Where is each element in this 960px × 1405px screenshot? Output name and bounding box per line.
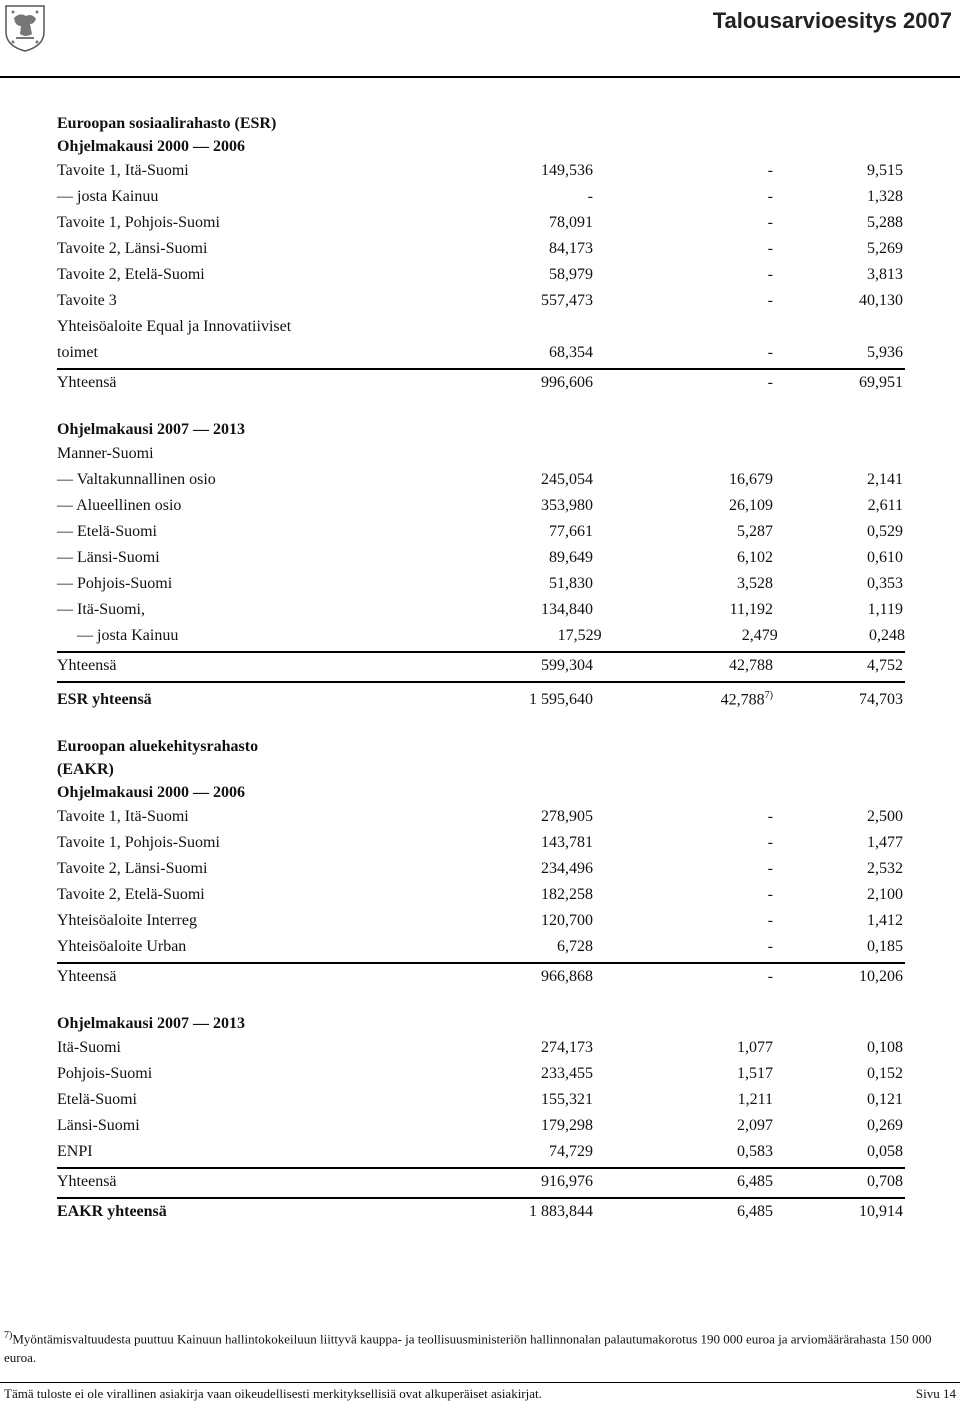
cell-value: 5,288 [867, 214, 903, 231]
section-gap [57, 396, 905, 418]
table-row [57, 1087, 905, 1113]
cell-value: 69,951 [859, 374, 903, 391]
cell-value: - [767, 938, 773, 956]
table-row [57, 623, 905, 649]
cell-value: 0,152 [867, 1065, 903, 1083]
cell-value: 0,610 [867, 549, 903, 566]
section-heading [57, 781, 905, 804]
cell-value: 134,840 [541, 601, 593, 618]
section-heading [57, 418, 905, 441]
value-col-2 [593, 804, 773, 830]
cell-value: 1 883,844 [529, 1203, 593, 1221]
cell-value: 2,611 [867, 497, 903, 514]
cell-value: - [767, 188, 773, 205]
cell-value: 17,529 [557, 627, 602, 644]
cell-value: 58,979 [549, 266, 593, 283]
value-col-2 [593, 856, 773, 882]
cell-value: 916,976 [541, 1173, 593, 1191]
cell-value: 2,500 [867, 808, 903, 826]
table-row [57, 340, 905, 366]
value-col-3 [773, 856, 903, 882]
cell-value: 40,130 [859, 292, 903, 309]
row-label: (EAKR) [57, 761, 114, 779]
value-col-3 [773, 236, 903, 262]
value-col-2 [602, 623, 778, 649]
cell-value: - [767, 860, 773, 878]
cell-value: 42,788 [720, 691, 765, 709]
cell-value: 1,477 [867, 834, 903, 852]
value-col-2 [593, 158, 773, 184]
value-col-1 [467, 184, 593, 210]
row-label: Tavoite 1, Pohjois-Suomi [57, 834, 220, 852]
value-col-3 [773, 1061, 903, 1087]
footnote-text: Myöntämisvaltuudesta puuttuu Kainuun hallintokokeiluun liittyvä kauppa- ja teollisuusministeriön hallinnonalan palautumakorotus 190 000 euroa ja arviomäärärahasta 150 000 euroa. [4, 1331, 932, 1366]
row-label: Yhteensä [57, 968, 117, 986]
section-heading [57, 758, 905, 781]
cell-value: 0,248 [869, 627, 905, 644]
cell-value: 557,473 [541, 292, 593, 309]
cell-value: 6,485 [737, 1173, 773, 1191]
cell-value: 1,119 [867, 601, 903, 618]
section-gap [57, 713, 905, 735]
cell-value: 2,479 [741, 627, 778, 644]
value-col-2 [593, 236, 773, 262]
subtotal-row [57, 1167, 905, 1195]
table-row [57, 597, 905, 623]
value-col-2 [593, 830, 773, 856]
value-col-2 [593, 1199, 773, 1225]
row-label: — Valtakunnallinen osio [57, 471, 216, 488]
value-col-1 [467, 964, 593, 990]
cell-value: 10,914 [859, 1203, 903, 1221]
value-col-1 [467, 1139, 593, 1165]
value-col-2 [593, 519, 773, 545]
table-row [57, 856, 905, 882]
value-col-2 [593, 184, 773, 210]
cell-value: 0,108 [867, 1039, 903, 1057]
section-heading [57, 112, 905, 135]
row-label: Tavoite 2, Etelä-Suomi [57, 266, 205, 283]
page-footer [4, 1386, 956, 1402]
value-col-3 [773, 370, 903, 396]
footnote-ref: 7) [764, 690, 773, 701]
row-label: ENPI [57, 1143, 93, 1161]
cell-value: - [767, 886, 773, 904]
value-col-1 [467, 288, 593, 314]
cell-value: 234,496 [541, 860, 593, 878]
section-heading [57, 135, 905, 158]
value-col-1 [467, 830, 593, 856]
row-label: — Alueellinen osio [57, 497, 182, 514]
cell-value: 11,192 [729, 601, 773, 618]
cell-value: - [767, 266, 773, 283]
cell-value: 89,649 [549, 549, 593, 566]
table-row [57, 882, 905, 908]
cell-value: 84,173 [549, 240, 593, 257]
row-label: — Länsi-Suomi [57, 549, 160, 566]
cell-value: - [767, 240, 773, 257]
table-row [57, 1139, 905, 1165]
row-label: Ohjelmakausi 2000 — 2006 [57, 784, 246, 802]
cell-value: 74,729 [549, 1143, 593, 1161]
row-label: — Etelä-Suomi [57, 523, 157, 540]
row-label: Euroopan aluekehitysrahasto [57, 738, 259, 756]
row-label: Yhteisöaloite Urban [57, 938, 187, 956]
cell-value: - [767, 344, 773, 361]
table-row [57, 441, 905, 467]
cell-value: 149,536 [541, 162, 593, 179]
row-label: Etelä-Suomi [57, 1091, 137, 1109]
cell-value: 1,328 [867, 188, 903, 205]
table-row [57, 545, 905, 571]
value-col-3 [773, 288, 903, 314]
row-label: Tavoite 3 [57, 292, 117, 309]
row-label: Tavoite 1, Pohjois-Suomi [57, 214, 220, 231]
value-col-2 [593, 1061, 773, 1087]
table-row [57, 288, 905, 314]
cell-value: 0,708 [867, 1173, 903, 1191]
grand-total-row [57, 681, 905, 713]
value-col-3 [773, 545, 903, 571]
row-label: Länsi-Suomi [57, 1117, 140, 1135]
footnote-marker: 7) [4, 1330, 13, 1341]
row-label: Ohjelmakausi 2000 — 2006 [57, 138, 246, 155]
row-label: Manner-Suomi [57, 445, 154, 462]
table-row [57, 493, 905, 519]
value-col-1 [467, 210, 593, 236]
row-label: Euroopan sosiaalirahasto (ESR) [57, 115, 277, 132]
budget-table [57, 112, 905, 1225]
cell-value: - [767, 968, 773, 986]
value-col-3 [773, 882, 903, 908]
header-divider [0, 76, 960, 78]
cell-value: 179,298 [541, 1117, 593, 1135]
value-col-3 [773, 1169, 903, 1195]
cell-value: 77,661 [549, 523, 593, 540]
value-col-1 [467, 1061, 593, 1087]
value-col-3 [773, 934, 903, 960]
value-col-3 [773, 571, 903, 597]
row-label: — Itä-Suomi, [57, 601, 145, 618]
value-col-1 [467, 653, 593, 679]
grand-total-row [57, 1197, 905, 1225]
table-row [57, 908, 905, 934]
row-label: — josta Kainuu [77, 627, 179, 644]
value-col-1 [467, 493, 593, 519]
table-row [57, 519, 905, 545]
cell-value: 3,813 [867, 266, 903, 283]
table-row [57, 1061, 905, 1087]
cell-value: 0,353 [867, 575, 903, 592]
document-title: Talousarvioesitys 2007 [712, 8, 952, 33]
value-col-1 [467, 804, 593, 830]
table-row [57, 571, 905, 597]
cell-value: 2,097 [737, 1117, 773, 1135]
section-heading [57, 735, 905, 758]
page-number: Sivu 14 [915, 1386, 956, 1401]
value-col-2 [593, 908, 773, 934]
cell-value: - [767, 808, 773, 826]
cell-value: 26,109 [729, 497, 773, 514]
section-gap [57, 990, 905, 1012]
table-row [57, 262, 905, 288]
cell-value: 1 595,640 [529, 691, 593, 709]
value-col-3 [773, 597, 903, 623]
value-col-3 [773, 340, 903, 366]
cell-value: 966,868 [541, 968, 593, 986]
cell-value: 5,269 [867, 240, 903, 257]
value-col-1 [467, 262, 593, 288]
cell-value: 1,517 [737, 1065, 773, 1083]
cell-value: 6,485 [737, 1203, 773, 1221]
value-col-3 [773, 467, 903, 493]
cell-value: 74,703 [859, 691, 903, 709]
value-col-2 [593, 683, 773, 713]
row-label: — josta Kainuu [57, 188, 159, 205]
table-row [57, 830, 905, 856]
value-col-3 [773, 519, 903, 545]
cell-value: 1,077 [737, 1039, 773, 1057]
cell-value: 6,102 [737, 549, 773, 566]
cell-value: 120,700 [541, 912, 593, 930]
value-col-2 [593, 1139, 773, 1165]
value-col-1 [467, 1035, 593, 1061]
value-col-1 [467, 597, 593, 623]
row-label: ESR yhteensä [57, 691, 152, 709]
value-col-3 [773, 687, 903, 713]
value-col-2 [593, 653, 773, 679]
value-col-2 [593, 1169, 773, 1195]
cell-value: 274,173 [541, 1039, 593, 1057]
value-col-1 [467, 856, 593, 882]
cell-value: 2,532 [867, 860, 903, 878]
row-label: Tavoite 2, Etelä-Suomi [57, 886, 205, 904]
value-col-1 [467, 1199, 593, 1225]
row-label: Yhteensä [57, 374, 117, 391]
value-col-1 [478, 623, 601, 649]
value-col-2 [593, 370, 773, 396]
table-row [57, 1035, 905, 1061]
cell-value: 996,606 [541, 374, 593, 391]
row-label: Yhteensä [57, 657, 117, 674]
cell-value: 9,515 [867, 162, 903, 179]
cell-value: 182,258 [541, 886, 593, 904]
value-col-2 [593, 1113, 773, 1139]
cell-value: 51,830 [549, 575, 593, 592]
coat-of-arms-lion-logo [4, 4, 46, 52]
value-col-3 [773, 1035, 903, 1061]
value-col-2 [593, 340, 773, 366]
row-label: Yhteensä [57, 1173, 117, 1191]
row-label: Pohjois-Suomi [57, 1065, 153, 1083]
cell-value: 68,354 [549, 344, 593, 361]
value-col-2 [593, 210, 773, 236]
cell-value: - [767, 374, 773, 391]
cell-value: 2,141 [867, 471, 903, 488]
cell-value: - [767, 912, 773, 930]
row-label: Yhteisöaloite Equal ja Innovatiiviset [57, 318, 292, 335]
value-col-3 [773, 804, 903, 830]
table-row [57, 210, 905, 236]
table-row [57, 314, 905, 340]
value-col-3 [773, 158, 903, 184]
value-col-1 [467, 519, 593, 545]
table-row [57, 158, 905, 184]
value-col-1 [467, 236, 593, 262]
cell-value: 6,728 [557, 938, 593, 956]
cell-value: 78,091 [549, 214, 593, 231]
value-col-1 [467, 882, 593, 908]
value-col-3 [773, 184, 903, 210]
row-label: Tavoite 1, Itä-Suomi [57, 808, 189, 826]
cell-value: 0,583 [737, 1143, 773, 1161]
cell-value: 1,211 [737, 1091, 773, 1109]
cell-value: 2,100 [867, 886, 903, 904]
value-col-2 [593, 493, 773, 519]
value-col-1 [467, 545, 593, 571]
value-col-1 [467, 158, 593, 184]
value-col-3 [773, 1199, 903, 1225]
cell-value: 0,269 [867, 1117, 903, 1135]
row-label: — Pohjois-Suomi [57, 575, 173, 592]
subtotal-row [57, 962, 905, 990]
cell-value: 0,529 [867, 523, 903, 540]
value-col-3 [773, 262, 903, 288]
row-label: toimet [57, 344, 98, 361]
value-col-1 [467, 934, 593, 960]
cell-value: 233,455 [541, 1065, 593, 1083]
cell-value: 599,304 [541, 657, 593, 674]
value-col-3 [773, 1113, 903, 1139]
cell-value: 1,412 [867, 912, 903, 930]
value-col-1 [467, 467, 593, 493]
value-col-2 [593, 1035, 773, 1061]
row-label: Itä-Suomi [57, 1039, 121, 1057]
cell-value: 0,058 [867, 1143, 903, 1161]
value-col-2 [593, 467, 773, 493]
cell-value: - [767, 214, 773, 231]
table-row [57, 934, 905, 960]
row-label: Tavoite 2, Länsi-Suomi [57, 860, 208, 878]
value-col-2 [593, 934, 773, 960]
value-col-2 [593, 1087, 773, 1113]
table-row [57, 1113, 905, 1139]
value-col-1 [467, 1087, 593, 1113]
cell-value: 42,788 [729, 657, 773, 674]
cell-value: 0,185 [867, 938, 903, 956]
cell-value: 3,528 [737, 575, 773, 592]
cell-value: - [767, 162, 773, 179]
cell-value: 16,679 [729, 471, 773, 488]
value-col-1 [467, 370, 593, 396]
cell-value: - [767, 292, 773, 309]
section-heading [57, 1012, 905, 1035]
value-col-2 [593, 882, 773, 908]
value-col-3 [773, 1139, 903, 1165]
footer-disclaimer: Tämä tuloste ei ole virallinen asiakirja vaan oikeudellisesti merkityksellisiä ovat alkuperäiset asiakirjat. [4, 1386, 542, 1401]
value-col-2 [593, 597, 773, 623]
row-label: Tavoite 2, Länsi-Suomi [57, 240, 208, 257]
row-label: EAKR yhteensä [57, 1203, 167, 1221]
value-col-1 [467, 1169, 593, 1195]
cell-value: 278,905 [541, 808, 593, 826]
table-row [57, 804, 905, 830]
value-col-1 [467, 908, 593, 934]
cell-value: 143,781 [541, 834, 593, 852]
subtotal-row [57, 651, 905, 679]
value-col-3 [773, 830, 903, 856]
table-row [57, 467, 905, 493]
table-row [57, 184, 905, 210]
value-col-3 [773, 653, 903, 679]
cell-value: 5,287 [737, 523, 773, 540]
value-col-3 [778, 623, 905, 649]
value-col-2 [593, 545, 773, 571]
cell-value: 0,121 [867, 1091, 903, 1109]
value-col-1 [467, 571, 593, 597]
subtotal-row [57, 368, 905, 396]
value-col-2 [593, 288, 773, 314]
cell-value: 10,206 [859, 968, 903, 986]
footnote [4, 1326, 954, 1367]
row-label: Ohjelmakausi 2007 — 2013 [57, 1015, 246, 1033]
row-label: Yhteisöaloite Interreg [57, 912, 197, 930]
value-col-3 [773, 908, 903, 934]
cell-value: 353,980 [541, 497, 593, 514]
value-col-2 [593, 571, 773, 597]
cell-value: 5,936 [867, 344, 903, 361]
value-col-3 [773, 493, 903, 519]
row-label: Tavoite 1, Itä-Suomi [57, 162, 189, 179]
footer-divider [0, 1382, 960, 1383]
cell-value: 4,752 [867, 657, 903, 674]
value-col-1 [467, 1113, 593, 1139]
value-col-1 [467, 340, 593, 366]
value-col-3 [773, 1087, 903, 1113]
row-label: Ohjelmakausi 2007 — 2013 [57, 421, 246, 438]
cell-value: 245,054 [541, 471, 593, 488]
table-row [57, 236, 905, 262]
cell-value: - [767, 834, 773, 852]
cell-value: - [587, 188, 593, 205]
value-col-3 [773, 210, 903, 236]
value-col-1 [467, 687, 593, 713]
value-col-3 [773, 964, 903, 990]
value-col-2 [593, 262, 773, 288]
cell-value: 155,321 [541, 1091, 593, 1109]
value-col-2 [593, 964, 773, 990]
